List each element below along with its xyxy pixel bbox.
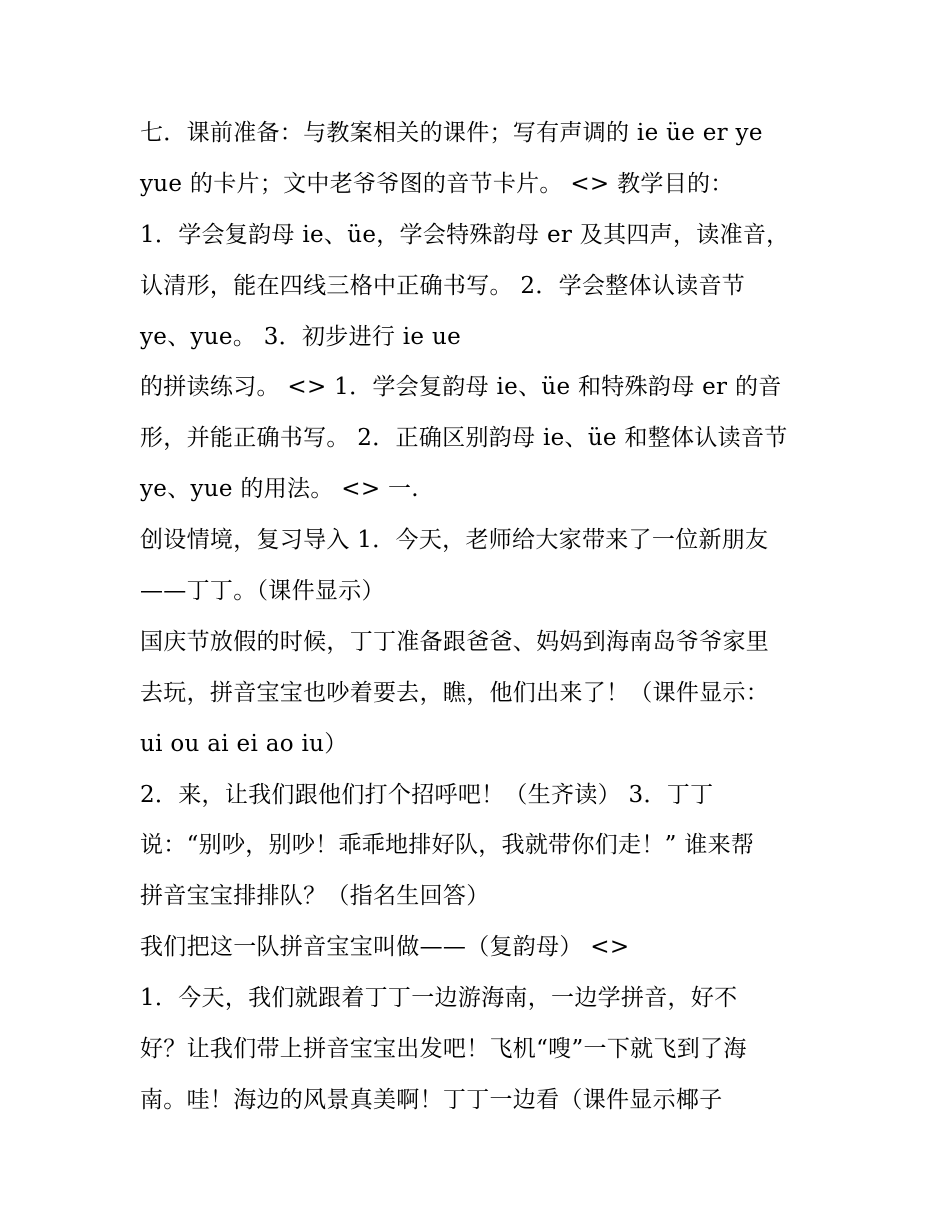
text-line: 形，并能正确书写。 2．正确区别韵母 ie、üe 和整体认读音节 xyxy=(140,425,788,452)
text-line: ye、yue 的用法。 <> 一. xyxy=(140,476,419,503)
text-line: ——丁丁。（课件显示） xyxy=(140,578,385,605)
text-line: 说：“别吵，别吵！乖乖地排好队，我就带你们走！” 谁来帮 xyxy=(140,832,755,859)
text-line: 的拼读练习。 <> 1．学会复韵母 ie、üe 和特殊韵母 er 的音 xyxy=(140,374,782,401)
body-text xyxy=(140,108,820,1126)
text-line: 七．课前准备：与教案相关的课件；写有声调的 ie üe er ye xyxy=(140,120,763,146)
text-line: 南。哇！海边的风景真美啊！丁丁一边看（课件显示椰子 xyxy=(140,1086,723,1113)
text-line: 创设情境，复习导入 1．今天，老师给大家带来了一位新朋友 xyxy=(140,527,769,554)
text-line: 我们把这一队拼音宝宝叫做——（复韵母） <> xyxy=(140,934,630,961)
text-line: 1．今天，我们就跟着丁丁一边游海南，一边学拼音，好不 xyxy=(140,985,738,1012)
text-line: 去玩，拼音宝宝也吵着要去，瞧，他们出来了！（课件显示： xyxy=(140,679,770,706)
text-line: ui ou ai ei ao iu） xyxy=(140,730,348,757)
text-line: 好？让我们带上拼音宝宝出发吧！飞机“嗖”一下就飞到了海 xyxy=(140,1036,747,1063)
text-line: 拼音宝宝排排队？（指名生回答） xyxy=(140,883,490,910)
text-line: 国庆节放假的时候，丁丁准备跟爸爸、妈妈到海南岛爷爷家里 xyxy=(140,628,770,655)
text-line: 1．学会复韵母 ie、üe，学会特殊韵母 er 及其四声，读准音， xyxy=(140,221,790,248)
text-line: ye、yue。 3．初步进行 ie ue xyxy=(140,323,461,350)
text-line: 2．来，让我们跟他们打个招呼吧！（生齐读） 3．丁丁 xyxy=(140,781,714,808)
text-line: yue 的卡片；文中老爷爷图的音节卡片。 <> 教学目的： xyxy=(140,170,734,197)
text-line: 认清形，能在四线三格中正确书写。 2．学会整体认读音节 xyxy=(140,272,746,299)
